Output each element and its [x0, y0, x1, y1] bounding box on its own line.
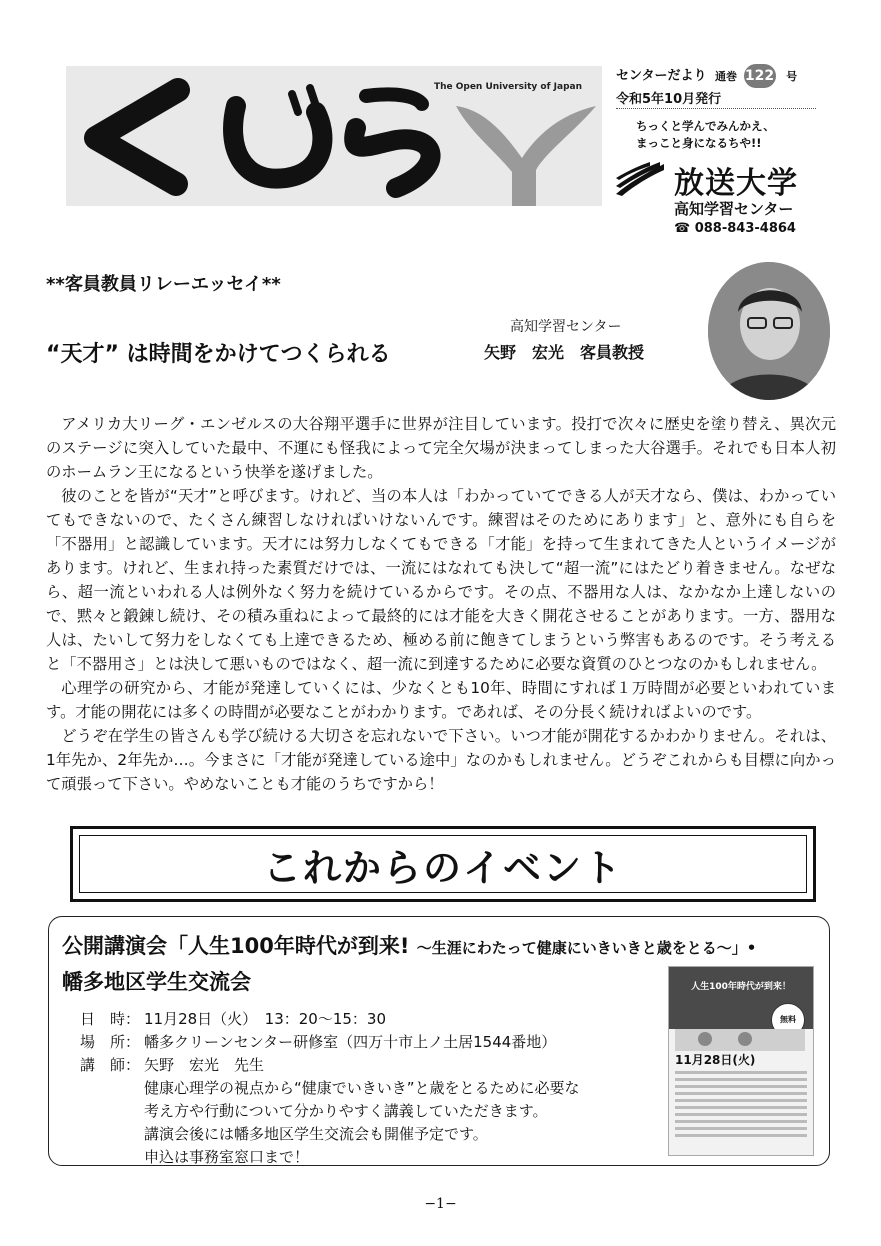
date-label: 日 時： — [80, 1010, 141, 1028]
phone-number: ☎ 088-843-4864 — [674, 221, 796, 236]
university-name: 放送大学 — [674, 166, 798, 201]
issue-date: 令和5年10月発行 — [616, 92, 722, 107]
poster-headline: 人生100年時代が到来！ — [691, 982, 791, 992]
lecturer-value: 矢野 宏光 先生 — [144, 1056, 265, 1074]
paragraph: どうぞ在学生の皆さんも学び続ける大切さを忘れないで下さい。いつ才能が開花するかわかりません。それは、1年先か、2年先か…。今まさに「才能が発達している途中」なのかもしれません。どうぞこれからも目標に向かって頑張って下さい。やめないことも才能のうちですから！ — [46, 727, 836, 793]
paragraph: 心理学の研究から、才能が発達していくには、少なくとも10年、時間にすれば１万時間が必要といわれています。才能の開花には多くの時間が必要なことがわかります。であれば、その分長く続ければよいのです。 — [46, 679, 836, 721]
event-description: 考え方や行動について分かりやすく講義していただきます。 — [144, 1102, 548, 1120]
event-place-row — [80, 1031, 556, 1052]
issue-number: 122 — [744, 64, 776, 88]
masthead-banner — [66, 66, 602, 206]
poster-date: 11月28日(火) — [675, 1053, 756, 1067]
newsletter-name: センターだより — [616, 68, 707, 84]
slogan-line: ちっくと学んでみんかえ、 — [636, 119, 775, 133]
events-banner — [70, 826, 816, 902]
event-description: 健康心理学の視点から“健康でいきいき”と歳をとるために必要な — [144, 1079, 580, 1097]
slogan — [636, 118, 775, 152]
event-title-line2: 幡多地区学生交流会 — [62, 970, 251, 994]
page-number: −1− — [424, 1196, 457, 1212]
essay-body — [46, 412, 836, 796]
essay-title: “天才” は時間をかけてつくられる — [46, 342, 391, 367]
poster-fine-print — [675, 1071, 807, 1141]
event-date-row — [80, 1008, 386, 1029]
event-title-sub: ～生涯にわたって健康にいきいきと歳をとる～」• — [416, 939, 757, 957]
lecturer-label: 講 師： — [80, 1056, 141, 1074]
author-affiliation: 高知学習センター — [510, 319, 622, 335]
paragraph: 彼のことを皆が“天才”と呼びます。けれど、当の本人は「わかっていてできる人が天才なら、僕は、わかっていてもできないので、たくさん練習しなければいけないんです。練習はそのためにあります」と、意外にも自らを「不器用」と認識しています。天才には努力しなくてもできる「才能」を持って生まれてきた人というイメージがあります。けれど、生まれ持った素質だけでは、一流にはなれても決して“超一流”にはたどり着きません。なぜなら、超一流といわれる人は例外なく努力を続けているからです。その点、不器用な人は、なかなか上達しないので、黙々と鍛錬し続け、その積み重ねによって最終的には才能を大きく開花させることがあります。一方、器用な人は、たいして努力をしなくても上達できるため、極める前に飽きてしまうという弊害もあるのです。そう考えると「不器用さ」とは決して悪いものではなく、超一流に到達するために必要な資質のひとつなのかもしれません。 — [46, 487, 836, 673]
date-value: 11月28日（火） 13：20～15：30 — [144, 1010, 387, 1028]
author-name: 矢野 宏光 客員教授 — [484, 343, 645, 362]
divider — [616, 108, 816, 109]
events-heading: これからのイベント — [79, 835, 807, 893]
english-university-name: The Open University of Japan — [433, 82, 582, 92]
event-poster-thumbnail — [668, 966, 814, 1156]
event-title-main: 公開講演会「人生100年時代が到来! — [62, 934, 410, 958]
series-heading: **客員教員リレーエッセイ** — [46, 274, 281, 295]
place-label: 場 所： — [80, 1033, 141, 1051]
paragraph: アメリカ大リーグ・エンゼルスの大谷翔平選手に世界が注目しています。投打で次々に歴史を塗り替え、異次元のステージに突入していた最中、不運にも怪我によって完全欠場が決まってしまった大谷選手。それでも日本人初のホームラン王になるという快挙を遂げました。 — [46, 415, 836, 481]
slogan-line: まっこと身になるちや!! — [636, 136, 762, 150]
event-description: 講演会後には幡多地区学生交流会も開催予定です。 — [144, 1125, 488, 1143]
author-photo — [708, 262, 830, 400]
poster-illustration — [675, 1029, 805, 1051]
poster-free-badge: 無料 — [771, 1003, 805, 1037]
place-value: 幡多クリーンセンター研修室（四万十市上ノ土居1544番地） — [144, 1033, 557, 1051]
issue-suffix: 号 — [786, 69, 798, 83]
university-logo-icon — [614, 160, 666, 196]
event-title — [62, 930, 756, 960]
center-name: 高知学習センター — [674, 200, 794, 218]
event-lecturer-row — [80, 1054, 264, 1075]
issue-label: 通巻 — [715, 69, 738, 83]
event-application-note: 申込は事務室窓口まで！ — [144, 1148, 310, 1166]
issue-line — [616, 64, 797, 88]
